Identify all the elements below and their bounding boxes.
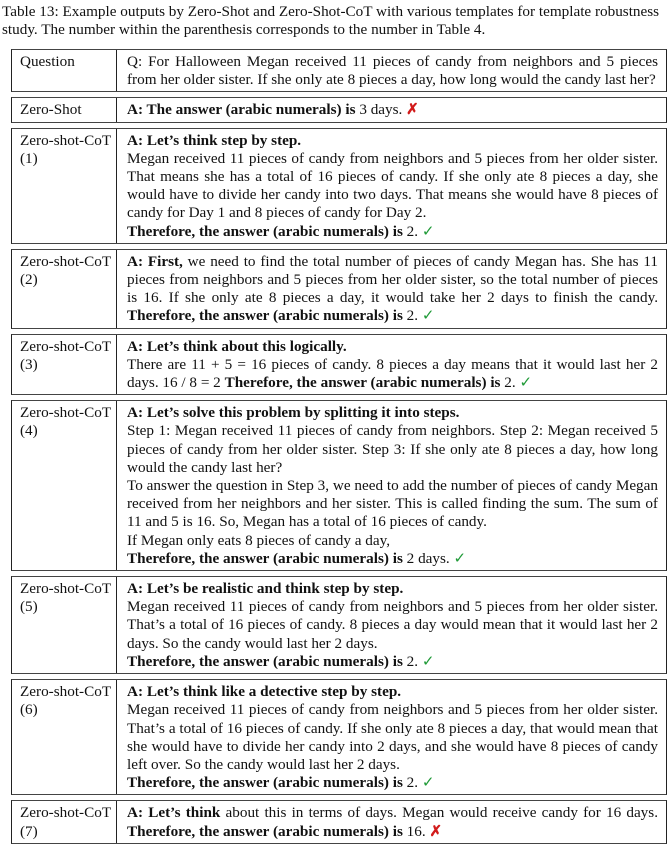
answer-value: 2. (402, 222, 422, 240)
cot-row-1 (11, 128, 667, 244)
row-label: Zero-shot-CoT (3) (12, 335, 117, 395)
answer-value: 2 days. (402, 549, 454, 567)
table-caption: Table 13: Example outputs by Zero-Shot and Zero-Shot-CoT with various templates for template robustness study. The number within the parenthesis corresponds to the number in Table 4. (2, 3, 660, 38)
answer-value: 2. (402, 774, 422, 792)
zero-shot-answer (117, 98, 666, 121)
cot-output (117, 250, 666, 328)
final-prompt: Therefore, the answer (arabic numerals) is (127, 222, 403, 240)
incorrect-mark-icon: ✗ (429, 822, 443, 840)
reasoning-text: To answer the question in Step 3, we need to add the number of pieces of candy Megan received from her neighbors and her sister. This is called finding the sum. The sum of 11 and 5 is 16. So, Megan has a total of 16 pieces of candy. (127, 477, 658, 531)
trigger-prompt: A: First, (127, 252, 183, 270)
final-prompt: Therefore, the answer (arabic numerals) is (127, 652, 403, 670)
final-prompt: Therefore, the answer (arabic numerals) is (224, 374, 501, 392)
zero-shot-row (11, 97, 667, 122)
correct-mark-icon: ✓ (421, 652, 435, 670)
final-prompt: Therefore, the answer (arabic numerals) is (127, 822, 403, 840)
cot-output (117, 680, 666, 794)
final-prompt: Therefore, the answer (arabic numerals) is (127, 774, 403, 792)
correct-mark-icon: ✓ (519, 374, 533, 392)
reasoning-text: If Megan only eats 8 pieces of candy a day, (127, 531, 391, 549)
question-text: Q: For Halloween Megan received 11 pieces of candy from neighbors and 5 pieces from her older sister. If she only ate 8 pieces a day, how long would the candy last her? (127, 53, 658, 89)
cot-row-4 (11, 400, 667, 571)
cot-row-7 (11, 800, 667, 843)
trigger-prompt: A: Let’s be realistic and think step by step. (127, 580, 404, 598)
question-row (11, 49, 667, 92)
row-label: Question (12, 50, 117, 91)
cot-output (117, 335, 666, 395)
final-prompt: Therefore, the answer (arabic numerals) is (127, 549, 403, 567)
row-label: Zero-shot-CoT (4) (12, 401, 117, 570)
answer-prefix: A: The answer (arabic numerals) is (127, 101, 356, 119)
answer-value: 16. (402, 822, 430, 840)
results-table (11, 49, 667, 844)
final-prompt: Therefore, the answer (arabic numerals) is (127, 307, 403, 325)
trigger-prompt: A: Let’s think about this logically. (127, 337, 347, 355)
reasoning-text: Megan received 11 pieces of candy from neighbors and 5 pieces from her older sister. That’s a total of 16 pieces of candy. If she only ate 8 pieces a day, that would mean that she would have to divide her candy into 2 days, and she would have 8 pieces of candy left over. So the candy would last her 2 days. (127, 701, 658, 773)
trigger-prompt: A: Let’s think (127, 804, 221, 822)
row-label: Zero-shot-CoT (5) (12, 577, 117, 673)
incorrect-mark-icon: ✗ (406, 101, 419, 119)
reasoning-text: about this in terms of days. Megan would receive candy for 16 days. (220, 804, 658, 822)
cot-row-3 (11, 334, 667, 396)
reasoning-text: Megan received 11 pieces of candy from neighbors and 5 pieces from her older sister. That means she has a total of 16 pieces of candy. If she only ate 8 pieces a day, she would have to divide her candy into two days. That means she would have 8 pieces of candy for Day 1 and 8 pieces of candy for Day 2. (127, 149, 658, 222)
cot-row-6 (11, 679, 667, 795)
correct-mark-icon: ✓ (421, 222, 435, 240)
reasoning-text: Megan received 11 pieces of candy from neighbors and 5 pieces from her older sister. That’s a total of 16 pieces of candy. 8 pieces a day would mean that it would last her 2 days. So the candy would last her 2 days. (127, 598, 658, 652)
answer-value: 2. (402, 652, 422, 670)
correct-mark-icon: ✓ (421, 307, 435, 325)
correct-mark-icon: ✓ (421, 774, 435, 792)
answer-value: 2. (402, 307, 422, 325)
row-label: Zero-shot-CoT (6) (12, 680, 117, 794)
trigger-prompt: A: Let’s think step by step. (127, 131, 302, 149)
trigger-prompt: A: Let’s solve this problem by splitting it into steps. (127, 404, 460, 422)
cot-output (117, 577, 666, 673)
row-label: Zero-shot-CoT (7) (12, 801, 117, 842)
answer-value: 2. (500, 374, 520, 392)
reasoning-text: Step 1: Megan received 11 pieces of candy from neighbors. Step 2: Megan received 5 pieces of candy from her older sister. Step 3: If she only ate 8 pieces a day, how long would the candy last her? (127, 422, 658, 476)
reasoning-text: we need to find the total number of pieces of candy Megan has. She has 11 pieces from neighbors and 5 pieces from her older sister, so the total number of pieces is 16. If she only ate 8 pieces a day, it would take her 2 days to finish the candy. (127, 252, 658, 307)
cot-row-5 (11, 576, 667, 674)
cot-row-2 (11, 249, 667, 329)
row-label: Zero-Shot (12, 98, 117, 121)
answer-value: 3 days. (355, 101, 407, 119)
row-label: Zero-shot-CoT (1) (12, 129, 117, 243)
correct-mark-icon: ✓ (453, 549, 467, 567)
cot-output (117, 129, 666, 243)
cot-output (117, 401, 666, 570)
trigger-prompt: A: Let’s think like a detective step by step. (127, 683, 402, 701)
reasoning-text: There are 11 + 5 = 16 pieces of candy. 8 pieces a day means that it would last her 2 days. 16 / 8 = 2 (127, 355, 658, 392)
row-label: Zero-shot-CoT (2) (12, 250, 117, 328)
